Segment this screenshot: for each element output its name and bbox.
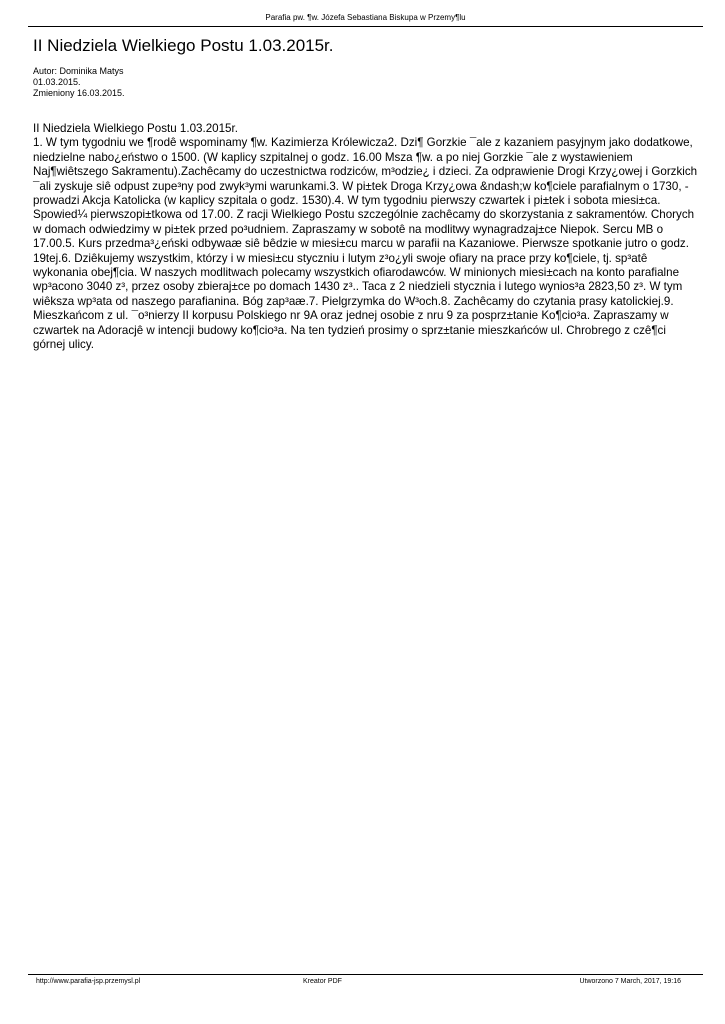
content-heading: II Niedziela Wielkiego Postu 1.03.2015r. xyxy=(33,122,238,135)
footer-url: http://www.parafia-jsp.przemysl.pl xyxy=(36,978,141,985)
article-meta xyxy=(33,66,125,99)
page-footer xyxy=(28,974,703,989)
content-body: 1. W tym tygodniu we ¶rodê wspominamy ¶w. Kazimierza Królewicza2. Dzi¶ Gorzkie ¯ale z kazaniem pasyjnym jako dodatkowe, niedzielne nabo¿eństwo o 1500. (W kaplicy szpitalnej o godz. 16.00 Msza ¶w. a po niej Gorzkie ¯ale z wystawieniem Naj¶wiêtszego Sakramentu).Zachêcamy do uczestnictwa rodziców, m³odzie¿ i dzieci. Za odprawienie Drogi Krzy¿owej i Gorzkich ¯ali zyskuje siê odpust zupe³ny pod zwyk³ymi warunkami.3. W pi±tek Droga Krzy¿owa &ndash;w ko¶ciele parafialnym o 1730, - prowadzi Akcja Katolicka (w kaplicy szpitala o godz. 1530).4. W tym tygodniu pierwszy czwartek i pi±tek i sobota miesi±ca. Spowied¼ pierwszopi±tkowa od 17.00. Z racji Wielkiego Postu szczególnie zachêcamy do skorzystania z sakramentów. Chorych w domach odwiedzimy w pi±tek przed po³udniem. Zapraszamy w sobotê na modlitwy wynagradzaj±ce Niepok. Sercu MB o 17.00.5. Kurs przedma³¿eński odbywaæ siê bêdzie w miesi±cu marcu w parafii na Kazaniowe. Pierwsze spotkanie jutro o godz. 19tej.6. Dziêkujemy wszystkim, którzy i w miesi±cu styczniu i lutym z³o¿yli swoje ofiary na prace przy ko¶ciele, tj. sp³atê wykonania obej¶cia. W naszych modlitwach polecamy wszystkich ofiarodawców. W minionych miesi±cach na konto parafialne wp³acono 3040 z³, przez osoby zbieraj±ce po domach 1430 z³.. Taca z 2 niedzieli stycznia i lutego wynios³a 2823,50 z³. W tym wiêksza wp³ata od naszego parafianina. Bóg zap³aæ.7. Pielgrzymka do W³och.8. Zachêcamy do czytania prasy katolickiej.9. Mieszkańcom z ul. ¯o³nierzy II korpusu Polskiego nr 9A oraz jednej osobie z nru 9 za posprz±tanie Ko¶cio³a. Zapraszamy w czwartek na Adoracjê w intencji budowy ko¶cio³a. Na ten tydzień prosimy o sprz±tanie mieszkańców ul. Chrobrego z czê¶ci górnej ulicy. xyxy=(33,136,698,352)
footer-created-date: Utworzono 7 March, 2017, 19:16 xyxy=(579,978,681,985)
article-content xyxy=(33,122,698,353)
page-title: II Niedziela Wielkiego Postu 1.03.2015r. xyxy=(33,36,334,55)
modified-date: Zmieniony 16.03.2015. xyxy=(33,88,125,98)
page-header xyxy=(28,12,703,27)
footer-generator: Kreator PDF xyxy=(303,978,342,985)
author-line: Autor: Dominika Matys xyxy=(33,66,124,76)
site-title: Parafia pw. ¶w. Józefa Sebastiana Biskupa w Przemy¶lu xyxy=(265,13,466,22)
publish-date: 01.03.2015. xyxy=(33,77,81,87)
